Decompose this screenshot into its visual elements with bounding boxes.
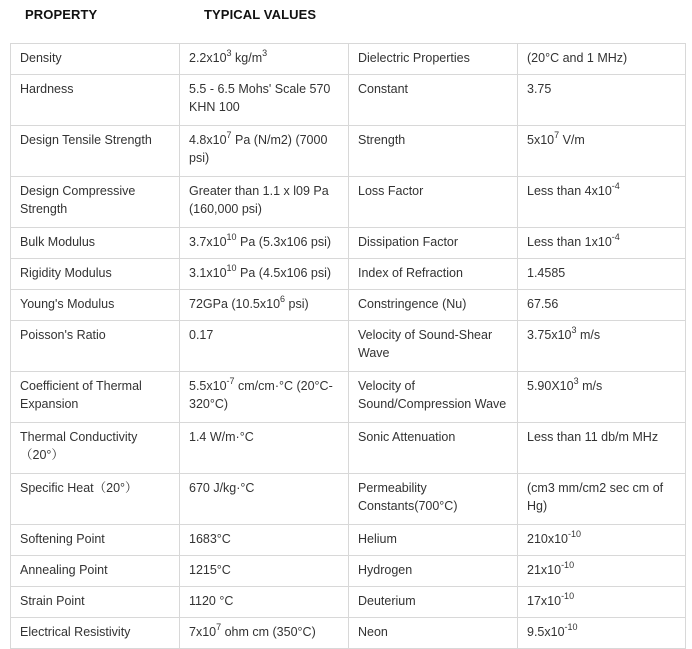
cell-text: cm/cm·°C (20°C-320°C) — [189, 379, 333, 411]
property-value-cell — [518, 290, 686, 321]
property-value-cell — [518, 474, 686, 525]
cell-text: Design Tensile Strength — [20, 133, 152, 147]
cell-text: Dissipation Factor — [358, 235, 459, 249]
cell-text: Greater than 1.1 x l09 Pa (160,000 psi) — [189, 184, 329, 216]
cell-text: Bulk Modulus — [20, 235, 96, 249]
property-value-cell — [518, 321, 686, 372]
property-value-cell — [518, 75, 686, 126]
cell-text: 3.75x10 — [527, 328, 572, 342]
cell-text: 1120 °C — [189, 594, 234, 608]
cell-text: Loss Factor — [358, 184, 424, 198]
property-value-cell — [518, 556, 686, 587]
property-name-cell — [349, 525, 518, 556]
property-name-cell — [11, 618, 180, 649]
property-value-cell — [180, 618, 349, 649]
cell-text: 7x10 — [189, 625, 217, 639]
superscript: -7 — [226, 377, 235, 386]
superscript: -10 — [564, 623, 578, 632]
superscript: 3 — [573, 377, 579, 386]
property-value-cell — [180, 587, 349, 618]
cell-text: 1215°C — [189, 563, 231, 577]
superscript: -4 — [611, 182, 620, 191]
table-row — [11, 372, 686, 423]
superscript: 7 — [216, 623, 222, 632]
property-name-cell — [11, 372, 180, 423]
property-name-cell — [11, 228, 180, 259]
cell-text: Dielectric Properties — [358, 51, 470, 65]
table-row — [11, 556, 686, 587]
superscript: 7 — [554, 131, 560, 140]
cell-text: Less than 4x10 — [527, 184, 612, 198]
property-value-cell — [180, 44, 349, 75]
property-name-cell — [349, 228, 518, 259]
table-row — [11, 587, 686, 618]
superscript: -10 — [561, 592, 575, 601]
property-name-cell — [11, 587, 180, 618]
property-value-cell — [180, 177, 349, 228]
cell-text: 72GPa (10.5x10 — [189, 297, 281, 311]
superscript: 7 — [226, 131, 232, 140]
property-name-cell — [11, 44, 180, 75]
cell-text: 5x10 — [527, 133, 555, 147]
property-name-cell — [11, 321, 180, 372]
cell-text: 1683°C — [189, 532, 231, 546]
cell-text: Index of Refraction — [358, 266, 463, 280]
cell-text: 3.7x10 — [189, 235, 227, 249]
cell-text: Hydrogen — [358, 563, 413, 577]
table-row — [11, 44, 686, 75]
cell-text: 3.1x10 — [189, 266, 227, 280]
table-row — [11, 126, 686, 177]
cell-text: Hardness — [20, 82, 74, 96]
property-name-cell — [349, 423, 518, 474]
cell-text: Velocity of Sound-Shear Wave — [358, 328, 493, 360]
property-value-cell — [180, 474, 349, 525]
cell-text: 9.5x10 — [527, 625, 565, 639]
property-value-cell — [518, 525, 686, 556]
table-row — [11, 474, 686, 525]
cell-text: Poisson's Ratio — [20, 328, 106, 342]
cell-text: 5.5 - 6.5 Mohs' Scale 570 KHN 100 — [189, 82, 331, 114]
property-name-cell — [11, 177, 180, 228]
superscript: -10 — [561, 561, 575, 570]
property-name-cell — [349, 259, 518, 290]
superscript: 3 — [571, 326, 577, 335]
property-value-cell — [180, 75, 349, 126]
property-value-cell — [180, 228, 349, 259]
property-name-cell — [11, 556, 180, 587]
superscript: 10 — [226, 264, 237, 273]
superscript: 6 — [280, 295, 286, 304]
property-name-cell — [349, 321, 518, 372]
property-value-cell — [180, 525, 349, 556]
cell-text: Pa (5.3x106 psi) — [236, 235, 332, 249]
superscript: 3 — [226, 49, 232, 58]
cell-text: 4.8x10 — [189, 133, 227, 147]
property-value-cell — [180, 126, 349, 177]
cell-text: Neon — [358, 625, 388, 639]
property-name-cell — [11, 423, 180, 474]
table-row — [11, 75, 686, 126]
superscript: -4 — [611, 233, 620, 242]
cell-text: (20°C and 1 MHz) — [527, 51, 628, 65]
property-name-cell — [349, 75, 518, 126]
property-value-cell — [518, 126, 686, 177]
cell-text: Less than 11 db/m MHz — [527, 430, 659, 444]
property-name-cell — [349, 618, 518, 649]
cell-text: psi) — [285, 297, 309, 311]
table-row — [11, 321, 686, 372]
cell-text: Design Compressive Strength — [20, 184, 136, 216]
cell-text: m/s — [576, 328, 601, 342]
property-value-cell — [518, 618, 686, 649]
table-row — [11, 177, 686, 228]
cell-text: Pa (N/m2) (7000 psi) — [189, 133, 328, 165]
property-heading: PROPERTY — [25, 7, 98, 22]
table-row — [11, 290, 686, 321]
property-name-cell — [349, 177, 518, 228]
property-name-cell — [11, 290, 180, 321]
property-value-cell — [180, 321, 349, 372]
property-value-cell — [518, 177, 686, 228]
cell-text: Velocity of Sound/Compression Wave — [358, 379, 507, 411]
table-row — [11, 259, 686, 290]
table-row — [11, 423, 686, 474]
cell-text: Annealing Point — [20, 563, 108, 577]
cell-text: Deuterium — [358, 594, 416, 608]
properties-table — [10, 43, 686, 649]
cell-text: Electrical Resistivity — [20, 625, 131, 639]
property-name-cell — [349, 372, 518, 423]
property-value-cell — [180, 423, 349, 474]
cell-text: m/s — [578, 379, 603, 393]
cell-text: 3.75 — [527, 82, 552, 96]
cell-text: Sonic Attenuation — [358, 430, 456, 444]
table-header — [0, 7, 692, 27]
cell-text: 2.2x10 — [189, 51, 227, 65]
property-name-cell — [349, 587, 518, 618]
cell-text: Strain Point — [20, 594, 85, 608]
cell-text: (cm3 mm/cm2 sec cm of Hg) — [527, 481, 664, 513]
superscript: -10 — [568, 530, 582, 539]
cell-text: 1.4 W/m·°C — [189, 430, 254, 444]
cell-text: V/m — [559, 133, 585, 147]
cell-text: 670 J/kg·°C — [189, 481, 255, 495]
cell-text: Softening Point — [20, 532, 105, 546]
cell-text: Young's Modulus — [20, 297, 115, 311]
cell-text: kg/m — [231, 51, 263, 65]
property-name-cell — [349, 556, 518, 587]
cell-text: Constant — [358, 82, 409, 96]
cell-text: 210x10 — [527, 532, 569, 546]
cell-text: Constringence (Nu) — [358, 297, 467, 311]
cell-text: Thermal Conductivity（20°） — [20, 430, 138, 462]
superscript: 3 — [262, 49, 268, 58]
property-name-cell — [11, 259, 180, 290]
property-value-cell — [180, 556, 349, 587]
property-value-cell — [518, 228, 686, 259]
property-name-cell — [11, 75, 180, 126]
cell-text: ohm cm (350°C) — [221, 625, 316, 639]
cell-text: Specific Heat（20°） — [20, 481, 138, 495]
property-value-cell — [180, 372, 349, 423]
cell-text: Coefficient of Thermal Expansion — [20, 379, 142, 411]
property-name-cell — [349, 474, 518, 525]
cell-text: Helium — [358, 532, 397, 546]
property-name-cell — [11, 126, 180, 177]
cell-text: Less than 1x10 — [527, 235, 612, 249]
property-value-cell — [518, 423, 686, 474]
cell-text: Permeability Constants(700°C) — [358, 481, 458, 513]
cell-text: 1.4585 — [527, 266, 566, 280]
cell-text: Strength — [358, 133, 406, 147]
property-value-cell — [518, 587, 686, 618]
property-value-cell — [518, 259, 686, 290]
property-value-cell — [518, 44, 686, 75]
cell-text: 21x10 — [527, 563, 562, 577]
property-value-cell — [180, 259, 349, 290]
property-name-cell — [11, 474, 180, 525]
table-row — [11, 618, 686, 649]
typical-values-heading: TYPICAL VALUES — [204, 7, 317, 22]
cell-text: 5.90X10 — [527, 379, 574, 393]
table-row — [11, 228, 686, 259]
cell-text: 17x10 — [527, 594, 562, 608]
property-name-cell — [11, 525, 180, 556]
cell-text: Rigidity Modulus — [20, 266, 112, 280]
table-row — [11, 525, 686, 556]
superscript: 10 — [226, 233, 237, 242]
property-name-cell — [349, 126, 518, 177]
property-value-cell — [518, 372, 686, 423]
cell-text: 5.5x10 — [189, 379, 227, 393]
property-name-cell — [349, 44, 518, 75]
property-value-cell — [180, 290, 349, 321]
cell-text: Density — [20, 51, 62, 65]
cell-text: 0.17 — [189, 328, 214, 342]
cell-text: 67.56 — [527, 297, 559, 311]
cell-text: Pa (4.5x106 psi) — [236, 266, 332, 280]
property-name-cell — [349, 290, 518, 321]
